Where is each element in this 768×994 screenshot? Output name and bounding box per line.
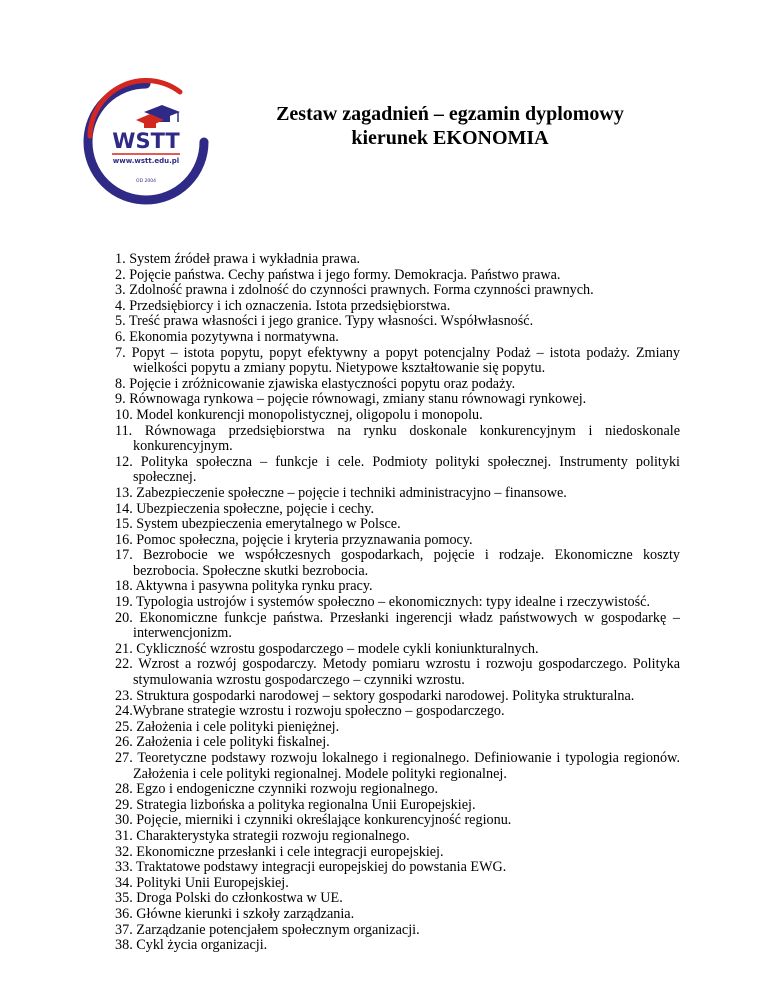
topic-item: 18. Aktywna i pasywna polityka rynku pracy. <box>115 578 373 595</box>
topic-item: 16. Pomoc społeczna, pojęcie i kryteria przyznawania pomocy. <box>115 531 473 548</box>
topic-item: 23. Struktura gospodarki narodowej – sektory gospodarki narodowej. Polityka strukturalna. <box>115 687 635 704</box>
topic-item: 28. Egzo i endogeniczne czynniki rozwoju regionalnego. <box>115 781 439 798</box>
topic-item: 36. Główne kierunki i szkoły zarządzania. <box>115 905 355 922</box>
logo-brand-text: WSTT <box>112 129 180 153</box>
topic-item: 6. Ekonomia pozytywna i normatywna. <box>115 328 339 345</box>
topic-list <box>115 252 680 954</box>
topic-item: 17. Bezrobocie we współczesnych gospodarkach, pojęcie i rodzaje. Ekonomiczne koszty bezrobocia. Społeczne skutki bezrobocia. <box>115 547 680 579</box>
topic-item: 11. Równowaga przedsiębiorstwa na rynku doskonale konkurencyjnym i niedoskonale konkurencyjnym. <box>115 422 680 455</box>
topic-item: 22. Wzrost a rozwój gospodarczy. Metody pomiaru wzrostu i rozwoju gospodarczego. Polityka stymulowania wzrostu gospodarczego – czynniki wzrostu. <box>115 656 680 689</box>
topic-item: 5. Treść prawa własności i jego granice. Typy własności. Współwłasność. <box>115 313 534 330</box>
topic-item: 2. Pojęcie państwa. Cechy państwa i jego formy. Demokracja. Państwo prawa. <box>115 266 561 283</box>
topic-item: 19. Typologia ustrojów i systemów społeczno – ekonomicznych: typy idealne i rzeczywistość. <box>115 594 650 611</box>
topic-item: 27. Teoretyczne podstawy rozwoju lokalnego i regionalnego. Definiowanie i typologia regionów. Założenia i cele polityki regionalnej. Modele polityki regionalnej. <box>115 750 680 782</box>
topic-item: 37. Zarządzanie potencjałem społecznym organizacji. <box>115 921 420 938</box>
topic-item: 34. Polityki Unii Europejskiej. <box>115 874 289 891</box>
title-line-1: Zestaw zagadnień – egzamin dyplomowy <box>276 103 624 125</box>
topic-item: 21. Cykliczność wzrostu gospodarczego – modele cykli koniunkturalnych. <box>115 640 539 657</box>
topic-item: 1. System źródeł prawa i wykładnia prawa. <box>115 251 361 267</box>
topic-item: 12. Polityka społeczna – funkcje i cele. Podmioty polityki społecznej. Instrumenty polityki społecznej. <box>115 453 680 486</box>
topic-item: 38. Cykl życia organizacji. <box>115 937 268 954</box>
topic-item: 13. Zabezpieczenie społeczne – pojęcie i techniki administracyjno – finansowe. <box>115 484 567 501</box>
topic-item: 33. Traktatowe podstawy integracji europejskiej do powstania EWG. <box>115 859 507 876</box>
topic-item: 3. Zdolność prawna i zdolność do czynności prawnych. Forma czynności prawnych. <box>115 282 594 299</box>
logo-url-text: www.wstt.edu.pl <box>112 157 180 165</box>
topic-item: 31. Charakterystyka strategii rozwoju regionalnego. <box>115 827 410 844</box>
topic-item: 9. Równowaga rynkowa – pojęcie równowagi, zmiany stanu równowagi rynkowej. <box>115 391 587 408</box>
topic-item: 15. System ubezpieczenia emerytalnego w Polsce. <box>115 516 401 533</box>
topic-item: 24.Wybrane strategie wzrostu i rozwoju społeczno – gospodarczego. <box>115 703 505 720</box>
topic-item: 4. Przedsiębiorcy i ich oznaczenia. Istota przedsiębiorstwa. <box>115 297 451 314</box>
document-title <box>220 102 680 150</box>
topic-item: 20. Ekonomiczne funkcje państwa. Przesłanki ingerencji władz państwowych w gospodarkę – interwencjonizm. <box>115 609 680 642</box>
topic-item: 10. Model konkurencji monopolistycznej, oligopolu i monopolu. <box>115 406 483 423</box>
topic-item: 32. Ekonomiczne przesłanki i cele integracji europejskiej. <box>115 843 444 860</box>
topic-item: 26. Założenia i cele polityki fiskalnej. <box>115 734 330 751</box>
topic-item: 25. Założenia i cele polityki pieniężnej. <box>115 718 340 735</box>
topic-item: 30. Pojęcie, mierniki i czynniki określające konkurencyjność regionu. <box>115 812 512 829</box>
topic-item: 35. Droga Polski do członkostwa w UE. <box>115 890 343 907</box>
topic-item: 29. Strategia lizbońska a polityka regionalna Unii Europejskiej. <box>115 796 476 813</box>
topic-item: 14. Ubezpieczenia społeczne, pojęcie i cechy. <box>115 500 375 517</box>
title-line-2: kierunek EKONOMIA <box>351 127 549 149</box>
graduation-cap-icon <box>136 105 180 128</box>
topic-item: 7. Popyt – istota popytu, popyt efektywny a popyt potencjalny Podaż – istota podaży. Zmiany wielkości popytu a zmiany popytu. Nietypowe kształtowanie się popytu. <box>115 344 680 377</box>
logo-since-text: OD 2004 <box>136 179 156 184</box>
topic-item: 8. Pojęcie i zróżnicowanie zjawiska elastyczności popytu oraz podaży. <box>115 375 516 392</box>
wstt-logo-graphic <box>82 78 210 206</box>
wstt-logo <box>82 78 210 206</box>
